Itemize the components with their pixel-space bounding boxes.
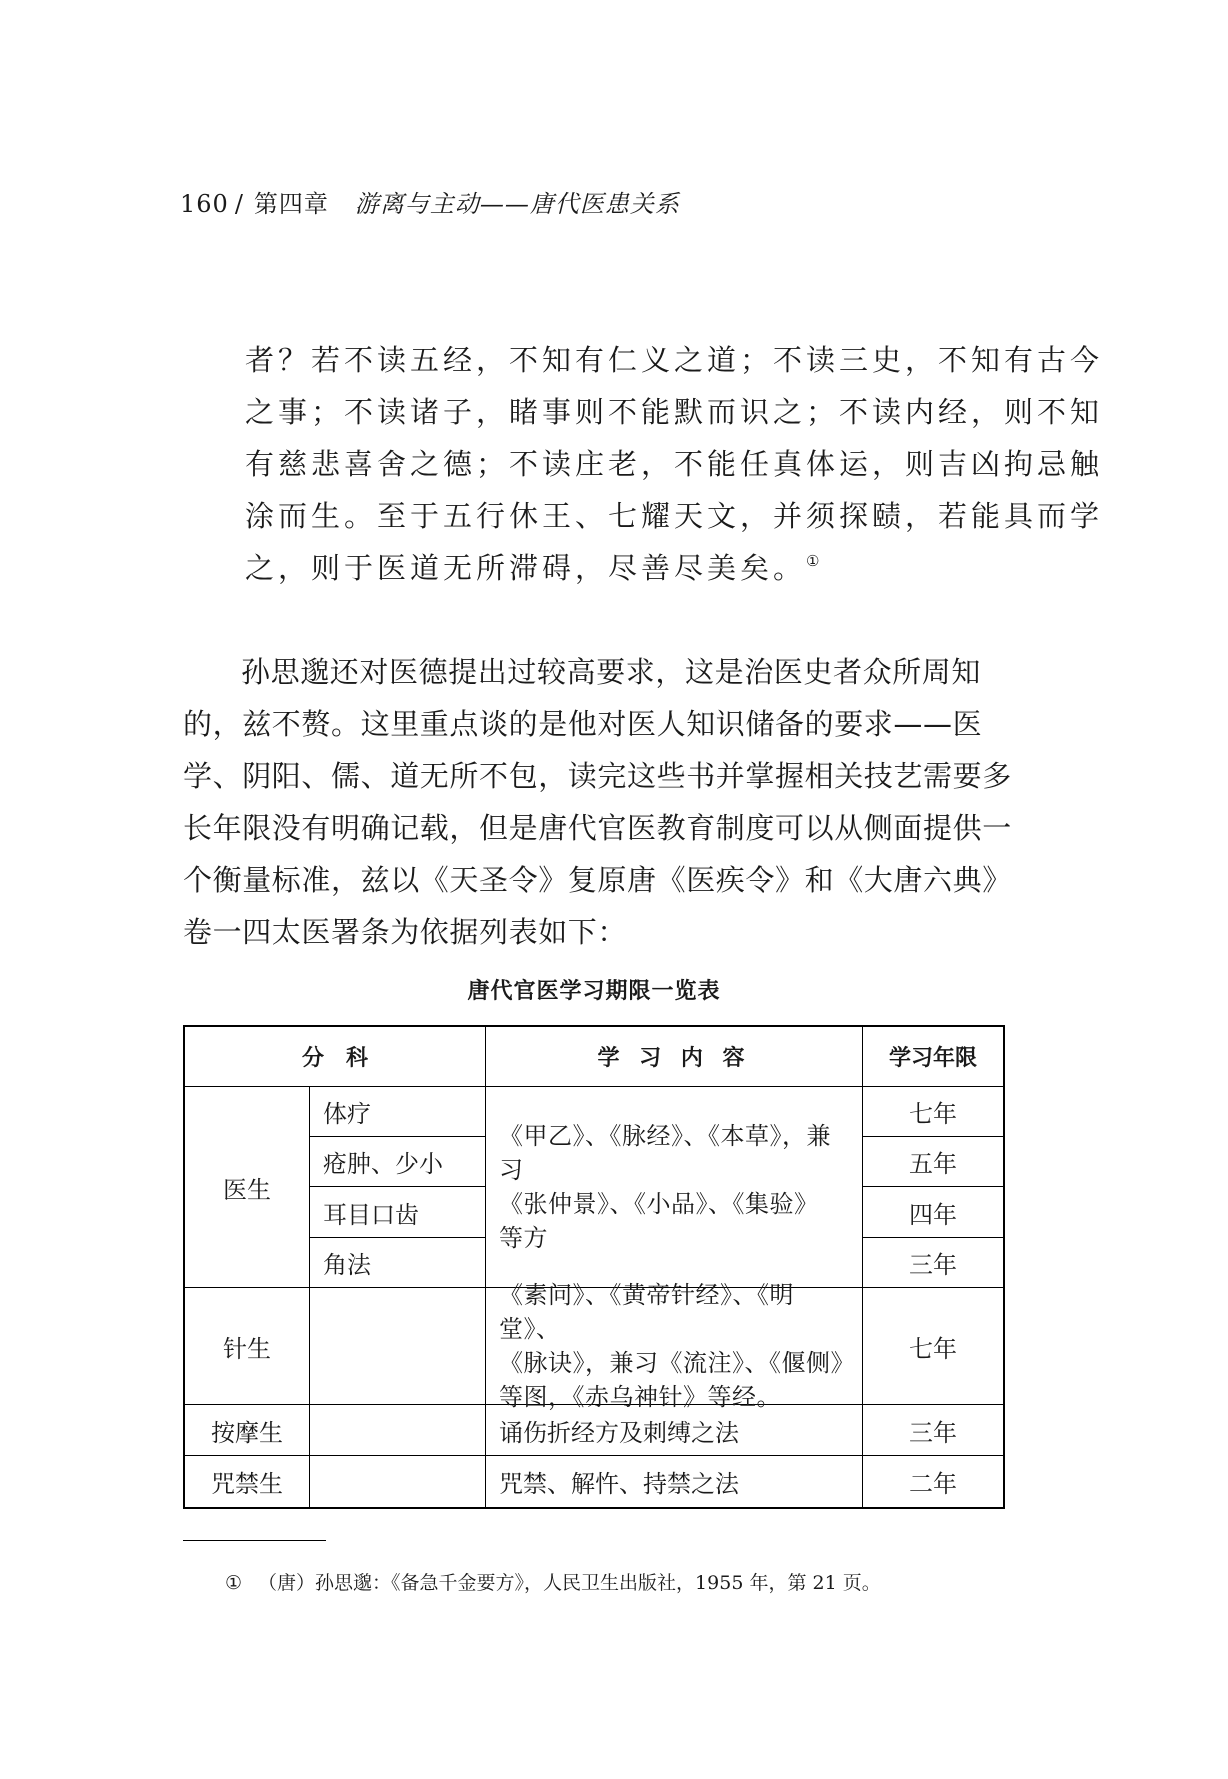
quote-line: 者？若不读五经，不知有仁义之道；不读三史，不知有古今: [245, 343, 1104, 377]
body-line: 长年限没有明确记载，但是唐代官医教育制度可以从侧面提供一: [183, 811, 1012, 845]
content-line: 《张仲景》、《小品》、《集验》: [499, 1190, 819, 1218]
chapter-label: 第四章: [253, 190, 329, 218]
quote-line: 之事；不读诸子，睹事则不能默而识之；不读内经，则不知: [245, 395, 1104, 429]
quote-line-text: 之，则于医道无所滞碍，尽善尽美矣。: [245, 551, 807, 585]
quote-line-last: [245, 542, 1005, 599]
footnote-number: ①: [225, 1572, 243, 1594]
sub-tiliao: 体疗: [323, 1100, 371, 1128]
years-zhoujinsheng: 二年: [909, 1470, 957, 1498]
sub-chuangzhong: 疮肿、少小: [323, 1150, 443, 1178]
sub-jiaofa: 角法: [323, 1251, 371, 1279]
page-number: 160: [180, 190, 229, 218]
footnote-text: （唐）孙思邈：《备急千金要方》，人民卫生出版社，1955 年，第 21 页。: [258, 1572, 881, 1594]
content-line: 《甲乙》、《脉经》、《本草》，兼习: [499, 1122, 831, 1184]
quote-line: 涂而生。至于五行休王、七耀天文，并须探赜，若能具而学: [245, 499, 1104, 533]
body-line: 孙思邈还对医德提出过较高要求，这是治医史者众所周知: [241, 655, 982, 689]
dept-zhoujinsheng: 咒禁生: [211, 1470, 283, 1498]
years-ermu: 四年: [909, 1200, 957, 1229]
header-separator: /: [234, 190, 244, 218]
dept-anmosheng: 按摩生: [211, 1418, 283, 1447]
body-line: 学、阴阳、儒、道无所不包，读完这些书并掌握相关技艺需要多: [183, 759, 1012, 793]
sub-ermu: 耳目口齿: [323, 1200, 419, 1229]
table-caption: 唐代官医学习期限一览表: [467, 979, 721, 1004]
dept-zhensheng: 针生: [223, 1334, 271, 1363]
dept-yisheng: 医生: [223, 1175, 271, 1204]
years-anmosheng: 三年: [909, 1418, 957, 1447]
quote-line: 有慈悲喜舍之德；不读庄老，不能任真体运，则吉凶拘忌触: [245, 447, 1104, 481]
footnote: [225, 1568, 881, 1595]
header-subject: 分 科: [301, 1046, 368, 1071]
years-tiliao: 七年: [909, 1100, 957, 1128]
years-chuangzhong: 五年: [909, 1150, 957, 1178]
body-paragraph: [183, 646, 1012, 958]
content-line: 《脉诀》，兼习《流注》、《偃侧》: [499, 1349, 855, 1377]
body-line: 个衡量标准，兹以《天圣令》复原唐《医疾令》和《大唐六典》: [183, 863, 1012, 897]
header-years: 学习年限: [888, 1046, 977, 1071]
footnote-divider: [183, 1540, 326, 1541]
body-line: 卷一四太医署条为依据列表如下：: [183, 915, 628, 949]
study-period-table: [183, 1025, 1005, 1509]
content-zhoujinsheng: 咒禁、解忤、持禁之法: [499, 1470, 739, 1498]
content-yisheng: [486, 1087, 862, 1287]
content-zhensheng: [486, 1281, 862, 1411]
header-content: 学 习 内 容: [597, 1046, 751, 1071]
chapter-title: 游离与主动——唐代医患关系: [354, 190, 680, 218]
body-line: 的，兹不赘。这里重点谈的是他对医人知识储备的要求——医: [183, 707, 983, 741]
content-line: 等图，《赤乌神针》等经。: [499, 1383, 781, 1411]
content-line: 《素问》、《黄帝针经》、《明堂》、: [499, 1281, 794, 1343]
content-anmosheng: 诵伤折经方及刺缚之法: [499, 1418, 739, 1447]
years-jiaofa: 三年: [909, 1251, 957, 1279]
block-quote: [245, 334, 1104, 599]
content-line: 等方: [499, 1224, 548, 1252]
running-header: [180, 184, 680, 219]
years-zhensheng: 七年: [909, 1334, 957, 1363]
footnote-mark: ①: [806, 552, 820, 570]
